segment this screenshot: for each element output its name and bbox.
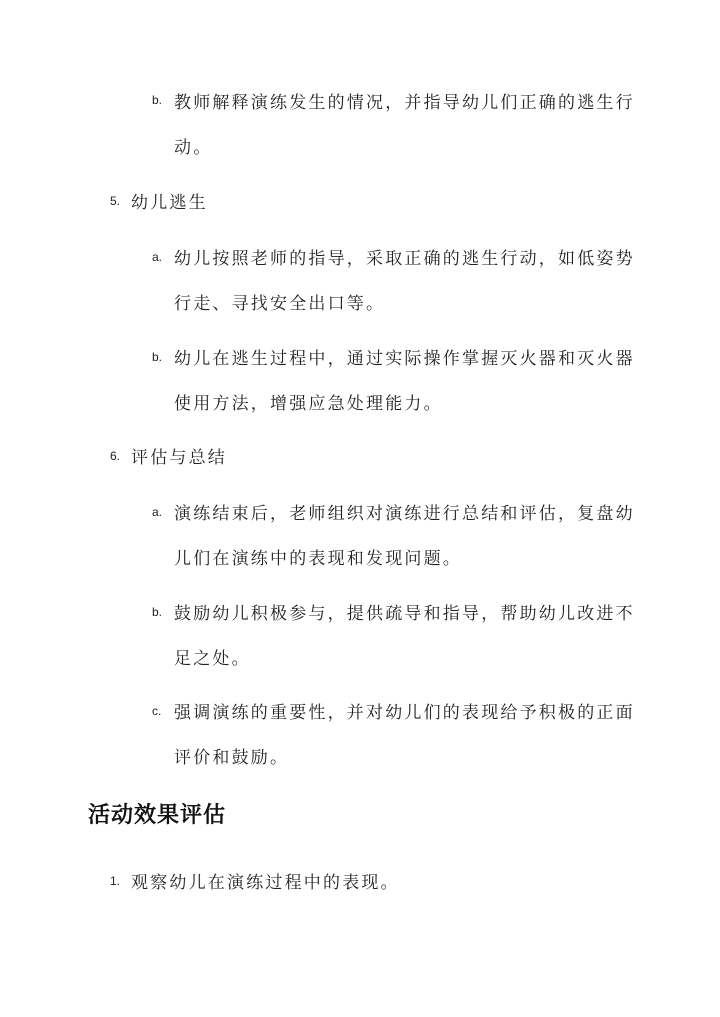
- list-marker: b.: [152, 350, 163, 364]
- section-heading: 活动效果评估: [88, 803, 227, 828]
- list-marker: a.: [152, 250, 163, 264]
- list-item-text-line-2: 动。: [174, 138, 213, 158]
- list-item-text-line-1: 强调演练的重要性，并对幼儿们的表现给予积极的正面: [174, 703, 635, 723]
- list-marker: 1.: [110, 874, 121, 888]
- list-item-text-line-2: 行走、寻找安全出口等。: [174, 294, 386, 314]
- list-marker: a.: [152, 505, 163, 519]
- list-marker: 6.: [110, 449, 121, 463]
- list-item-text-line-2: 足之处。: [174, 649, 251, 669]
- list-item-text-line-1: 幼儿逃生: [131, 193, 208, 213]
- list-marker: c.: [152, 704, 162, 718]
- list-item-text-line-1: 评估与总结: [131, 448, 227, 468]
- list-marker: 5.: [110, 194, 121, 208]
- list-marker: b.: [152, 93, 163, 107]
- list-item-text-line-1: 鼓励幼儿积极参与，提供疏导和指导，帮助幼儿改进不: [174, 604, 635, 624]
- list-item-text-line-1: 幼儿在逃生过程中，通过实际操作掌握灭火器和灭火器: [174, 349, 635, 369]
- list-item-text-line-2: 使用方法，增强应急处理能力。: [174, 394, 443, 414]
- list-item-text-line-2: 儿们在演练中的表现和发现问题。: [174, 549, 462, 569]
- list-item-text-line-1: 教师解释演练发生的情况，并指导幼儿们正确的逃生行: [174, 93, 635, 113]
- list-item-text-line-1: 演练结束后，老师组织对演练进行总结和评估，复盘幼: [174, 504, 635, 524]
- list-marker: b.: [152, 605, 163, 619]
- list-item-text-line-1: 幼儿按照老师的指导，采取正确的逃生行动，如低姿势: [174, 249, 635, 269]
- list-item-text-line-2: 评价和鼓励。: [174, 748, 290, 768]
- list-item-text-line-1: 观察幼儿在演练过程中的表现。: [131, 873, 400, 893]
